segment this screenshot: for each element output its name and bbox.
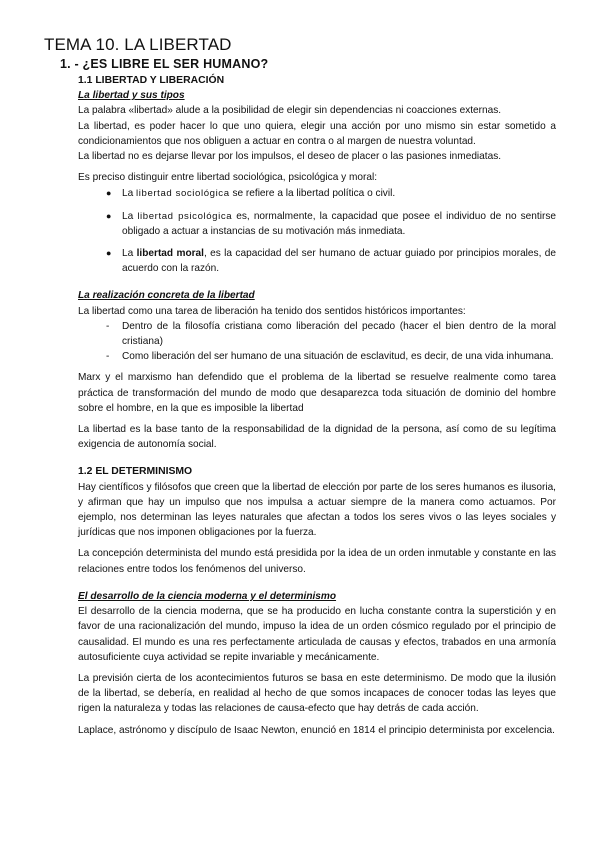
- dash-icon: -: [106, 320, 110, 332]
- dash-icon: -: [106, 351, 110, 363]
- paragraph: La libertad como una tarea de liberación ha tenido dos sentidos históricos importantes:: [78, 305, 466, 317]
- libertad-types-list: [78, 186, 556, 276]
- heading-realizacion: La realización concreta de la libertad: [78, 290, 255, 302]
- list-item: - Como liberación del ser humano de una situación de esclavitud, es decir, de una vida inhumana.: [122, 349, 556, 364]
- paragraph: Es preciso distinguir entre libertad sociológica, psicológica y moral:: [78, 172, 378, 184]
- paragraph: La libertad no es dejarse llevar por los impulsos, el deseo de placer o las pasiones inmediatas.: [78, 151, 502, 163]
- paragraph: Marx y el marxismo han defendido que el problema de la libertad se resuelve realmente como tarea práctica de transformación del mundo de modo que desaparezca toda situación de dominio del hombre sobre el hombre, en la que es imposible la libertad: [78, 372, 556, 414]
- paragraph: Laplace, astrónomo y discípulo de Isaac Newton, enunció en 1814 el principio determinista por excelencia.: [78, 724, 555, 736]
- paragraph: La concepción determinista del mundo está presidida por la idea de un orden inmutable y constante en las relaciones entre todos los fenómenos del universo.: [78, 548, 556, 575]
- paragraph: La previsión cierta de los acontecimientos futuros se basa en este determinismo. De modo que la ilusión de la libertad, se debería, en realidad al hecho de que somos incapaces de conocer todas las leyes que rigen la naturaleza y todas las relaciones de causa-efecto que hay detrás de cada acción.: [78, 672, 556, 715]
- document-title: TEMA 10. LA LIBERTAD: [44, 35, 232, 54]
- term-moral: libertad moral: [136, 248, 204, 260]
- list-item: - Dentro de la filosofía cristiana como liberación del pecado (hacer el bien dentro de la moral cristiana): [106, 320, 556, 348]
- subsection-heading-libertad-liberacion: 1.1 LIBERTAD Y LIBERACIÓN: [78, 75, 225, 86]
- section-heading: 1. - ¿ES LIBRE EL SER HUMANO?: [60, 57, 269, 71]
- list-item: ● La libertad sociológica se refiere a la libertad política o civil.: [122, 186, 556, 201]
- subsection-heading-determinismo: 1.2 EL DETERMINISMO: [78, 466, 193, 478]
- paragraph: La palabra «libertad» alude a la posibilidad de elegir sin dependencias ni coacciones externas.: [78, 105, 502, 117]
- list-item: ● La libertad psicológica es, normalmente, la capacidad que posee el individuo de no sentirse obligado a actuar a instancias de su motivación más inmediata.: [106, 210, 556, 237]
- bullet-icon: ●: [106, 188, 112, 199]
- paragraph: La libertad, es poder hacer lo que uno quiera, elegir una acción por uno mismo sin estar sometido a condicionamientos que nos obliguen a actuar en contra o al margen de nuestra voluntad.: [78, 120, 556, 147]
- bullet-icon: ●: [106, 248, 112, 259]
- heading-ciencia-moderna: El desarrollo de la ciencia moderna y el determinismo: [78, 590, 337, 602]
- term-psicologica: libertad psicológica: [137, 210, 233, 222]
- bullet-icon: ●: [106, 210, 112, 221]
- liberacion-senses-list: [78, 319, 556, 365]
- paragraph: La libertad es la base tanto de la responsabilidad de la dignidad de la persona, así como de su legítima exigencia de autonomía social.: [78, 424, 556, 451]
- document-body: [78, 73, 556, 738]
- paragraph: Hay científicos y filósofos que creen que la libertad de elección por parte de los seres humanos es ilusoria, y afirman que hay un impulso que nos impulsa a actuar siempre de la manera como actuamos. Por ejemplo, nos determinan las leyes naturales que afectan a todos los seres vivos o las leyes sociales y jurídicas que nos imponen obligaciones por la fuerza.: [78, 481, 556, 539]
- paragraph: El desarrollo de la ciencia moderna, que se ha producido en lucha constante contra la superstición y en favor de una racionalización del mundo, impuso la idea de un orden cósmico regulado por el principio de causalidad. El mundo es una res perfectamente articulada de causas y efectos, trabados en una armonía autosuficiente cuya actividad se repite invariable y mecánicamente.: [78, 606, 556, 663]
- list-item: ● La libertad moral, es la capacidad del ser humano de actuar guiado por principios morales, de acuerdo con la razón.: [106, 248, 556, 275]
- heading-libertad-tipos: La libertad y sus tipos: [78, 90, 185, 102]
- term-sociologica: libertad sociológica: [136, 188, 230, 200]
